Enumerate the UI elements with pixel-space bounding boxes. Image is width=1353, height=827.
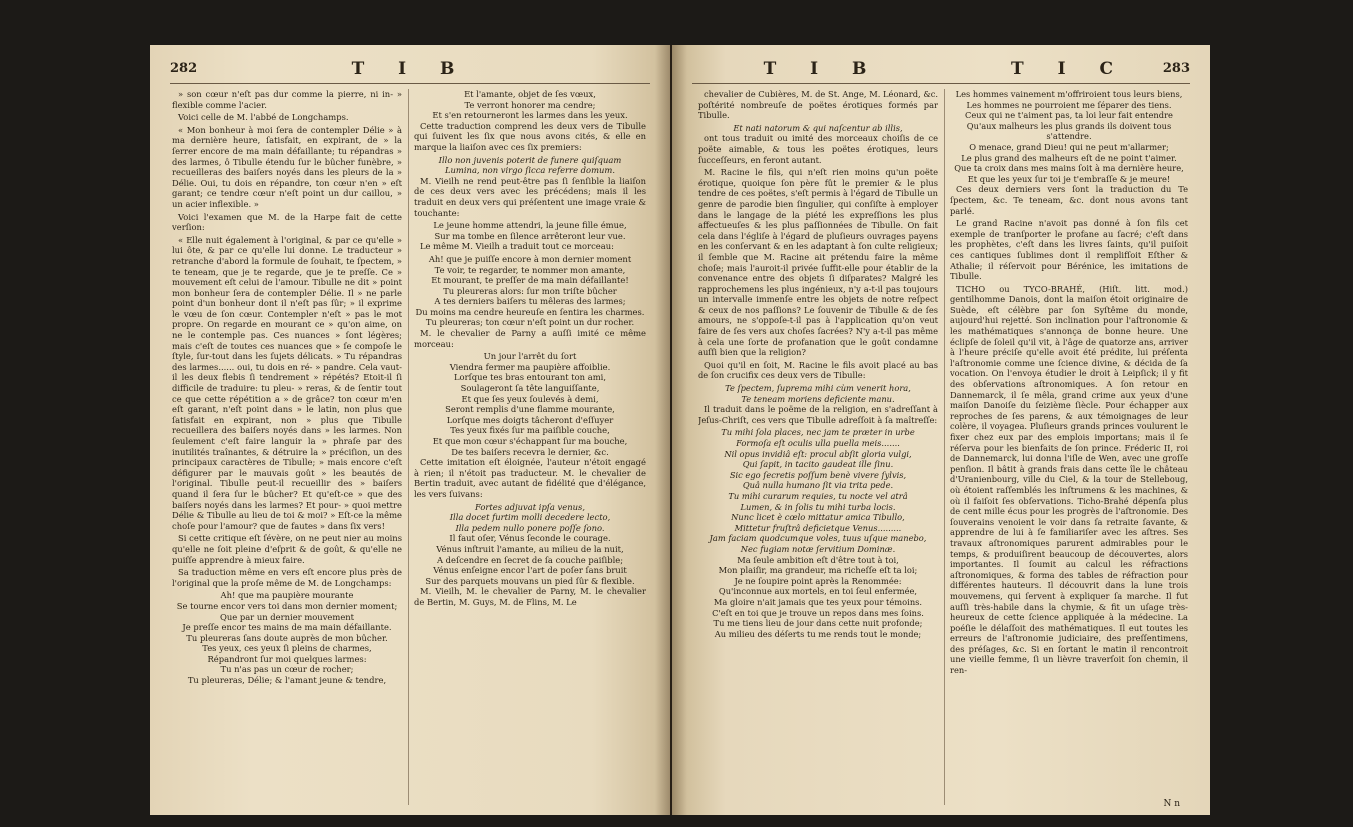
verse-line: Mon plaiſir, ma grandeur, ma richeſſe eſt ta loi; — [718, 565, 918, 576]
left-page-header — [170, 59, 650, 84]
verse-line: Ah! que je puiſſe encore à mon dernier moment — [428, 253, 632, 264]
latin-line: Fortes adjuvat ipſa venus, — [474, 501, 585, 512]
verse-line: Soulageront ſa tête languiſſante, — [460, 383, 600, 394]
paragraph: « Elle nuit également à l'original, & par ce qu'elle » lui ôte, & par ce qu'elle lui donne. Le traducteur » retranche d'abord la formule de ſouhait, te ſpectem, » te teneam, que je te regarde, que je te preſſe. Ce » mouvement eſt celui de l'amour. Tibulle ne dit » point mon bonheur ſera de contempler Délie. Il » ne parle point d'un bonheur dont il n'eſt pas ſûr; » il exprime le vœu de ſon cœur. Contempler n'eſt » pas le mot propre. On regarde en mourant ce » qu'on aime, on ne le contemple pas. Ces nuances » ſont légères; mais c'eſt de toutes ces nuances que » ſe compoſe le ſtyle, ſur-tout dans les ſujets délicats. » Tu répandras des larmes...... oui, tu dois en ré- » pandre. Cela vaut-il les deux flebis ſi tendrement » répétés? Etoit-il ſi difficile de traduire: tu pleu- » reras, & de ſentir tout ce que cette répétition a » de grâce? ton cœur m'en eſt garant, n'eſt point dans » le latin, non plus que ſatisfait en expirant, non » plus que Tibulle recueillera des baiſers noyés dans » les larmes. Non ſeulement c'eſt faire languir la » phraſe par des inutilités traînantes, & détruire la » préciſion, un des principaux caractères de Tibulle; » mais encore c'eſt défigurer par le mauvais goût » les beautés de l'original. Tibulle peut-il recueillir des » baiſers quand il ſera ſur le bûcher? Et qu'eſt-ce » que des baiſers noyés dans les larmes? Et pour- » quoi mettre Délie & Tibulle au lieu de toi & moi? » Eſt-ce la même choſe pour l'amour? que de fautes » dans ſix vers! — [172, 234, 402, 531]
page-number: 283 — [1162, 61, 1190, 76]
open-book — [150, 45, 1210, 815]
latin-line: Quâ nulla humano ſit via trita pede. — [742, 480, 894, 491]
left-page — [150, 45, 670, 815]
running-head-right: T I C — [1011, 59, 1127, 79]
verse-line: Du moins ma cendre heureuſe en ſentira les charmes. — [415, 306, 645, 317]
verse-line: Se tourne encor vers toi dans mon dernier moment; — [176, 600, 398, 611]
verse-line: Tu pleureras ſans doute auprès de mon bûcher. — [186, 632, 388, 643]
verse-line: Que ta croix dans mes mains ſoit à ma dernière heure, — [954, 163, 1184, 174]
verse-line: Les hommes vainement m'offriroient tous leurs biens, — [955, 89, 1183, 99]
paragraph: Ces deux derniers vers ſont la traduction du Te ſpectem, &c. Te teneam, &c. dont nous avons tant parlé. — [950, 184, 1188, 216]
latin-line: Lumina, non virgo ſicca referre domum. — [444, 165, 616, 176]
latin-line: Illo non juvenis poterit de funere quiſquam — [438, 154, 622, 165]
verse-line: Un jour l'arrêt du ſort — [483, 351, 577, 362]
verse-line: Vénus inſtruit l'amante, au milieu de la nuit, — [436, 543, 624, 554]
running-head: T I B — [351, 59, 469, 79]
verse-line: O menace, grand Dieu! qui ne peut m'allarmer; — [969, 141, 1169, 152]
running-head-left: T I B — [763, 59, 881, 79]
verse-line: De tes baiſers recevra le dernier, &c. — [451, 446, 609, 457]
latin-line: Te teneam moriens deficiente manu. — [741, 393, 895, 404]
paragraph: Sa traduction même en vers eſt encore plus près de l'original que la proſe même de M. de Longchamps: — [172, 567, 402, 588]
verse-line: Tu n'as pas un cœur de rocher; — [220, 664, 354, 675]
latin-line: Illa pedem nullo ponere poſſe ſono. — [455, 522, 605, 533]
verse-line: Et s'en retourneront les larmes dans les yeux. — [432, 110, 628, 121]
verse-line: Je ne ſoupire point après la Renommée: — [734, 575, 902, 586]
verse-line: Tu me tiens lieu de jour dans cette nuit profonde; — [713, 618, 923, 629]
verse-line: Seront remplis d'une flamme mourante, — [445, 404, 615, 415]
column-rule — [408, 89, 409, 805]
verse-line: C'eſt en toi que je trouve un repos dans mes ſoins. — [712, 607, 924, 618]
verse-line: Lorſque tes bras entourant ton ami, — [454, 372, 606, 383]
paragraph: Quoi qu'il en ſoit, M. Racine le fils avoit placé au bas de ſon crucifix ces deux vers de Tibulle: — [698, 359, 938, 381]
latin-line: Formoſa eſt oculis ulla puella meis....... — [736, 438, 900, 448]
paragraph: « Mon bonheur à moi ſera de contempler Délie » à ma dernière heure, ſatisfait, en expirant, de » la ſerrer encore de ma main défaillante; tu répandras » des larmes, ô Tibulle étendu ſur le bûcher funèbre, » recueilleras des baiſers noyés dans les pleurs de la » Délie. Oui, tu dois en répandre, ton cœur n'en » eſt garant; ce tendre cœur n'eſt point un dur caillou, » un acier inflexible. » — [172, 124, 402, 209]
verse-line: Tu pleureras; ton cœur n'eſt point un dur rocher. — [425, 317, 635, 328]
latin-line: Illa docet furtim molli decedere lecto, — [449, 512, 611, 523]
verse-line: Viendra fermer ma paupière affoiblie. — [449, 361, 611, 372]
paragraph: M. Vieilh ne rend peut-être pas ſi ſenſible la liaiſon de ces deux vers avec les précédens; mais il les traduit en deux vers qui préſentent une image vraie & touchante: — [414, 175, 646, 218]
paragraph: Si cette critique eſt ſévère, on ne peut nier au moins qu'elle ne ſoit pleine d'eſprit & de goût, & qu'elle ne puiſſe apprendre à mieux faire. — [172, 533, 402, 565]
verse-line: Qu'inconnue aux mortels, en toi ſeul enfermée, — [718, 586, 918, 597]
verse-line: Qu'aux malheurs les plus grands ils doivent tous s'attendre. — [966, 120, 1172, 142]
verse-line: Ma gloire n'ait jamais que tes yeux pour témoins. — [713, 596, 923, 607]
text-column-3 — [698, 89, 938, 807]
verse-line: Ah! que ma paupière mourante — [220, 590, 354, 601]
verse-line: Le jeune homme attendri, la jeune fille émue, — [433, 220, 627, 231]
verse-line: Vénus enſeigne encor l'art de poſer ſans bruit — [433, 565, 627, 576]
verse-line: Au milieu des déſerts tu me rends tout le monde; — [714, 628, 922, 639]
verse-line: Lorſque mes doigts tâcheront d'eſſuyer — [446, 414, 614, 425]
latin-line: Qui ſapit, in tacito gaudeat ille ſinu. — [742, 459, 894, 470]
paragraph: M. Racine le fils, qui n'eſt rien moins qu'un poëte érotique, quoique ſon père fût le premier & le plus tendre de ces poëtes, s'eſt permis à l'égard de Tibulle un genre de parodie bien ſingulier, qui conſiſte à employer dans le langage de la piété les expreſſions les plus affectueuſes & les plus paſſionnées de Tibulle. On fait cela dans l'égliſe à l'égard de pluſieurs ouvrages payens en les conſervant & en les adaptant à ſon culte religieux; il ſemble que M. Racine ait prétendu faire la même choſe; mais l'auroit-il privée ſuffit-elle pour établir de la convenance entre des objets ſi diſparates? Malgré les rapprochemens les plus ingénieux, n'y a-t-il pas toujours un intervalle immenſe entre les objets de notre reſpect & ceux de nos paſſions? Le ſouvenir de Tibulle & de ſes amours, ne s'oppoſe-t-il pas à l'application qu'on veut faire de ſes vers aux choſes ſacrées? N'y a-t-il pas même à cela une ſorte de profanation que le goût condamne auſſi bien que la religion? — [698, 167, 938, 358]
text-column-1 — [172, 89, 402, 807]
column-rule — [944, 89, 945, 805]
verse-line: Et l'amante, objet de ſes vœux, — [464, 89, 596, 99]
verse-line: Ma ſeule ambition eſt d'être tout à toi, — [737, 554, 899, 565]
verse-line: Ceux qui ne t'aiment pas, ta loi leur fait entendre — [965, 110, 1173, 121]
paragraph: M. Vieilh, M. le chevalier de Parny, M. le chevalier de Bertin, M. Guys, M. de Flins, M. Le — [414, 586, 646, 607]
paragraph: M. le chevalier de Parny a auſſi imité ce même morceau: — [414, 328, 646, 349]
verse-line: Le plus grand des malheurs eſt de ne point t'aimer. — [961, 152, 1177, 163]
verse-line: Sur des parquets mouvans un pied ſûr & flexible. — [425, 575, 635, 586]
verse-line: A tes derniers baiſers tu mêleras des larmes; — [434, 296, 626, 307]
verse-line: Il faut oſer, Vénus ſeconde le courage. — [449, 533, 611, 544]
paragraph: Voici l'examen que M. de la Harpe fait de cette verſion: — [172, 211, 402, 233]
verse-line: Les hommes ne pourroient me ſéparer des tiens. — [966, 99, 1172, 110]
latin-line: Nil opus invidiâ eſt: procul abſit gloria vulgi, — [724, 448, 912, 459]
paragraph: » son cœur n'eſt pas dur comme la pierre, ni in- » flexible comme l'acier. — [172, 89, 402, 110]
paragraph: TICHO ou TYCO-BRAHÉ, (Hiſt. litt. mod.) gentilhomme Danois, dont la maiſon étoit originaire de Suède, eſt célèbre par ſon Syſtême du monde, aujourd'hui rejetté. Son inclination pour l'aſtronomie & les mathématiques s'annonça de bonne heure. Une éclipſe de ſoleil qu'il vit, à l'âge de quatorze ans, arriver à l'heure préciſe qu'elle avoit été prédite, lui préſenta l'aſtronomie comme une ſcience divine, & décida de ſa vocation. On l'envoya étudier le droit à Leipſick; il y fit des obſervations aſtronomiques. A ſon retour en Dannemarck, il ſe mêla, grand crime aux yeux d'une maiſon Danoiſe du ſeizième ſiècle. Pour échapper aux reproches de ſes parens, & aux témoignages de leur colère, il voyagea. Pluſieurs grands princes voulurent le fixer chez eux par des emplois importans; mais il ſe réſerva pour les bienfaits de ſon prince. Fréderic II, roi de Dannemarck, lui donna l'iſle de Wen, avec une groſſe penſion. Il bâtit à grands frais dans cette île le château d'Uranienbourg, ville du Ciel, & la tour de Stelleboug, où étoient raſſemblés les inſtrumens & les machines, & où il faiſoit ſes obſervations. Ticho-Brahé dépenſa plus de cent mille écus pour les progrès de l'aſtronomie. Des ſouverains venoient le voir dans ſa retraite ſavante, & apprendre de lui à ſe familiariſer avec les aſtres. Ses travaux aſtronomiques parurent admirables pour le temps, & produiſirent beaucoup de découvertes, alors importantes. Il ſoumit au calcul les réfractions aſtronomiques, & forma des tables de réfraction pour différentes hauteurs. Il découvrit dans la lune trois mouvemens, qui ſervent à expliquer ſa marche. Il fut auſſi très-habile dans la chymie, & fit un uſage très-heureux de cette ſcience appliquée à la médecine. La poéſie le délaſſoit des mathématiques. Il eut toutes les erreurs de l'aſtronomie judiciaire, des preſſentimens, des préſages, &c. Si en ſortant le matin il rencontroit une vieille femme, ſi un lièvre traverſoit ſon chemin, il ren- — [950, 283, 1188, 676]
book-gutter — [655, 45, 687, 815]
catchword: N n — [1163, 799, 1180, 809]
paragraph: Cette imitation eſt éloignée, l'auteur n'étoit engagé à rien; il n'étoit pas traducteur. M. le chevalier de Bertin traduit, avec autant de fidélité que d'élégance, les vers ſuivans: — [414, 457, 646, 499]
verse-line: Te verront honorer ma cendre; — [464, 99, 596, 110]
latin-line: Et nati natorum & qui naſcentur ab illis, — [733, 122, 903, 133]
verse-line: Te voir, te regarder, te nommer mon amante, — [434, 264, 626, 275]
text-column-4 — [950, 89, 1188, 807]
verse-line: Tes yeux fixés ſur ma paiſible couche, — [450, 425, 610, 436]
right-page — [672, 45, 1210, 815]
paragraph: Cette traduction comprend les deux vers de Tibulle qui ſuivent les ſix que nous avons cités, & elle en marque la liaiſon avec ces ſix premiers: — [414, 120, 646, 152]
paragraph: ont tous traduit ou imité des morceaux choiſis de ce poëte aimable, & tous les poëtes érotiques, leurs ſucceſſeurs, en feront autant. — [698, 133, 938, 165]
text-column-2 — [414, 89, 646, 807]
latin-line: Nunc licet è cœlo mittatur amica Tibullo, — [731, 512, 905, 523]
latin-line: Tu mihi curarum requies, tu nocte vel atrâ — [728, 490, 908, 501]
verse-line: Sur ma tombe en ſilence arrêteront leur vue. — [434, 230, 626, 241]
verse-line: Que par un dernier mouvement — [219, 611, 355, 622]
latin-line: Te ſpectem, ſuprema mihi cùm venerit hora, — [725, 383, 911, 394]
verse-line: A deſcendre en ſecret de ſa couche paiſible; — [436, 554, 624, 565]
page-number: 282 — [170, 61, 198, 76]
paragraph: Il traduit dans le poëme de la religion, en s'adreſſant à Jeſus-Chriſt, ces vers que Tibulle adreſſoit à ſa maîtreſſe: — [698, 404, 938, 425]
verse-line: Tu pleureras alors: ſur mon triſte bûcher — [443, 285, 617, 296]
verse-line: Tes yeux, ces yeux ſi pleins de charmes, — [202, 643, 372, 654]
latin-line: Mittetur fruſtrâ deficietque Venus......... — [734, 522, 902, 533]
verse-line: Et que mon cœur s'échappant ſur ma bouche, — [432, 436, 628, 446]
verse-line: Et que les yeux ſur toi je t'embraſſe & je meure! — [967, 173, 1171, 184]
latin-line: Tu mihi ſola places, nec jam te præter in urbe — [721, 427, 915, 438]
paragraph: Voici celle de M. l'abbé de Longchamps. — [178, 112, 349, 123]
latin-line: Nec fugiam notæ ſervitium Dominæ. — [740, 543, 896, 554]
latin-line: Jam faciam quodcumque voles, tuus uſque manebo, — [709, 533, 927, 544]
verse-line: Tu pleureras, Délie; & l'amant jeune & tendre, — [187, 675, 387, 686]
verse-line: Répandront ſur moi quelques larmes: — [207, 653, 367, 664]
paragraph: chevalier de Cubières, M. de St. Ange, M. Léonard, &c. poſtérité nombreuſe de poëtes érotiques formés par Tibulle. — [698, 89, 938, 121]
verse-line: Et que ſes yeux ſoulevés à demi, — [461, 393, 599, 404]
latin-line: Lumen, & in ſolis tu mihi turba locis. — [740, 501, 896, 512]
paragraph: Le grand Racine n'avoit pas donné à ſon fils cet exemple de tranſporter le profane au ſacré; c'eſt dans les prophètes, c'eſt dans les livres ſaints, qu'il puiſoit ces cantiques ſublimes dont il remplifſoit Eſther & Athalie; il réſervoit pour Bérénice, les imitations de Tibulle. — [950, 218, 1188, 282]
right-page-header — [692, 59, 1190, 84]
paragraph: Le même M. Vieilh a traduit tout ce morceau: — [420, 241, 614, 252]
verse-line: Et mourant, te preſſer de ma main défaillante! — [431, 275, 629, 286]
verse-line: Je preſſe encor tes mains de ma main défaillante. — [182, 622, 392, 633]
latin-line: Sic ego ſecretis poſſum benè vivere ſylvis, — [729, 469, 907, 480]
